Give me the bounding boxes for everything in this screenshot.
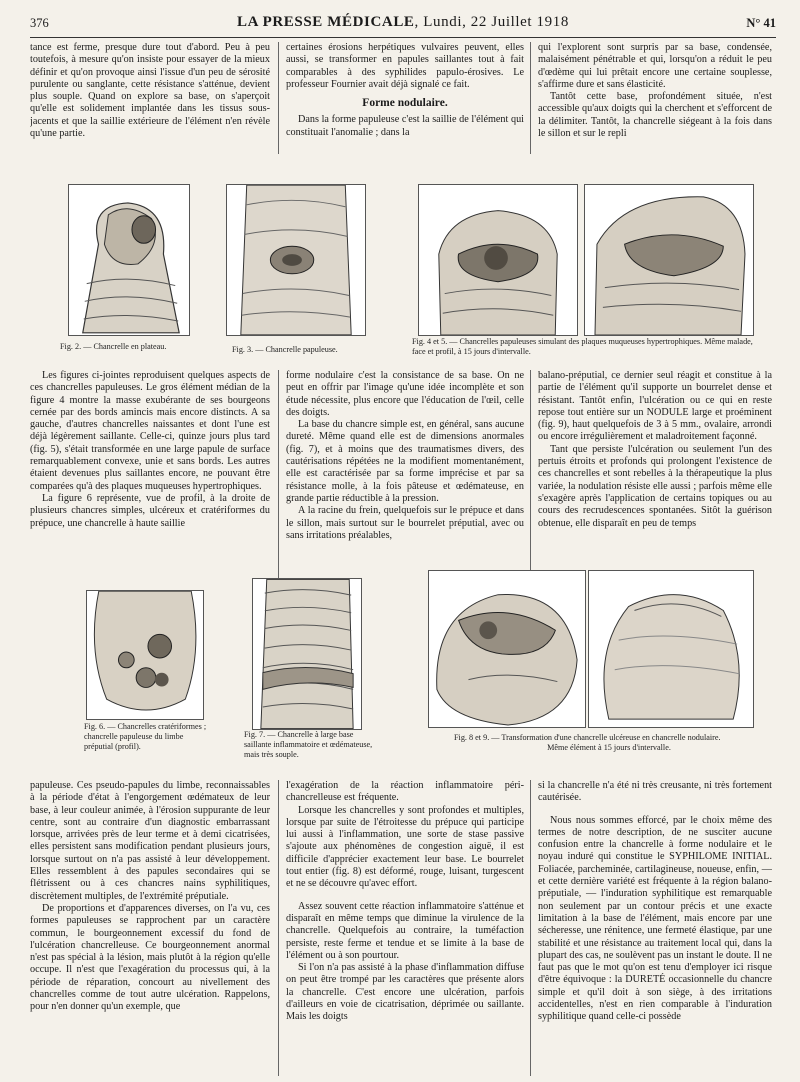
issue-date: Lundi, 22 Juillet 1918 <box>423 14 569 30</box>
column-divider <box>530 42 531 154</box>
engraving-image <box>253 579 361 729</box>
section-heading: Forme nodulaire. <box>362 97 448 110</box>
figure-2-caption: Fig. 2. — Chancrelle en plateau. <box>60 342 167 351</box>
middle-column-3 <box>538 370 772 582</box>
figure-3-caption: Fig. 3. — Chancrelle papuleuse. <box>232 345 338 354</box>
paragraph: A la racine du frein, quelquefois sur le prépuce et dans le sillon, mais surtout sur le bourrelet préputial, avec ou sans irritations préalables, <box>286 505 524 541</box>
caption-line: Même élément à 15 jours d'intervalle. <box>547 742 671 752</box>
paragraph: Tantôt cette base, profondément située, n'est accessible qu'aux doigts qui la cherchent et s'efforcent de la délimiter. Tantôt, la chancrelle siégeant à la fois dans le sillon et sur le repli <box>538 91 772 140</box>
engraving-image <box>227 185 365 335</box>
middle-column-1 <box>30 370 270 582</box>
bottom-column-2 <box>286 780 524 1076</box>
paragraph: Tant que persiste l'ulcération ou seulement l'un des pertuis étroits et profonds qui prolongent l'existence de ces chancrelles et sont rebelles à la thérapeutique la plus variée, la nodulation résiste elle aussi ; parfois même elle s'exagère après l'application de certains topiques ou au cours des recrudescences spontanées. Sitôt la guérison obtenue, elle disparaît en peu de temps <box>538 443 772 529</box>
column-divider <box>278 370 279 582</box>
engraving-image <box>419 185 577 335</box>
paragraph: Nous nous sommes efforcé, par le choix même des termes de notre description, de ne susciter aucune confusion entre la chancrelle à forme nodulaire et le noyau induré qui constitue le SYPHILOME INITIAL. Foliacée, parcheminée, cartilagineuse, noueuse, enfin, — et cette dernière variété est fréquente à la région balano-préputiale, — l'induration syphilitique est remarquable non seulement par un contour précis et une exacte limitation à la base de l'élément, mais encore par une sécheresse, une rénitence, une fermeté élastique, par une stabilité et une résistance au traitement local qui, dans la plupart des cas, ne soulèvent pas un instant le doute. Il ne faut pas que le mot qu'on est tenu d'employer ici risque d'être équivoque : la DURETÉ occasionnelle du chancre simple et qu'il doit à son siège, à des irritations accidentelles, n'est en rien comparable à l'induration syphilitique quand celle-ci possède <box>538 814 772 1023</box>
paragraph: Dans la forme papuleuse c'est la saillie de l'élément qui constituait l'anomalie ; dans la <box>286 114 524 138</box>
paragraph: certaines érosions herpétiques vulvaires peuvent, elles aussi, se transformer en papules saillantes tout à fait comparables à des syphilides papulo-érosives. Le professeur Fournier avait déjà signalé ce fait. <box>286 42 524 90</box>
paragraph: qui l'explorent sont surpris par sa base, condensée, malaisément pénétrable et qui, lorsqu'on a réduit le peu d'œdème qui lui prêtait encore une certaine souplesse, s'affirme dure et sans élasticité. <box>538 42 772 90</box>
page-number: 376 <box>30 16 49 30</box>
paragraph: forme nodulaire c'est la consistance de sa base. On ne peut en offrir par l'image qu'une idée incomplète et son étude nécessite, plus encore que l'éducation de l'œil, celle des doigts. <box>286 370 524 418</box>
engraving-image <box>589 571 753 727</box>
figure-2-illustration <box>68 184 190 336</box>
bottom-column-3 <box>538 780 772 1076</box>
figure-3-illustration <box>226 184 366 336</box>
bottom-column-1 <box>30 780 270 1076</box>
figure-4-5-caption: Fig. 4 et 5. — Chancrelles papuleuses simulant des plaques muqueuses hypertrophiques. Même malade, face et profil, à 15 jours d'intervalle. <box>412 337 753 356</box>
journal-name: LA PRESSE MÉDICALE <box>237 14 415 30</box>
figure-9-illustration <box>588 570 754 728</box>
caption-line: Fig. 8 et 9. — Transformation d'une chancrelle ulcéreuse en chancrelle nodulaire. <box>454 733 721 742</box>
column-divider <box>530 370 531 582</box>
top-column-1 <box>30 42 270 152</box>
paragraph: l'exagération de la réaction inflammatoire péri-chancrelleuse est fréquente. <box>286 780 524 804</box>
figure-5-illustration <box>584 184 754 336</box>
paragraph: La base du chancre simple est, en général, sans aucune dureté. Même quand elle est de dimensions anormales (fig. 7), et à moins que des traumatismes divers, des cautérisations répétées ne la modifient momentanément, elle est caractérisée par sa forme imprécise et par sa résistance molle, à la fois pâteuse et œdémateuse, en grande partie réductible à la pression. <box>286 419 524 504</box>
figure-8-9-caption <box>454 733 764 753</box>
page-header <box>30 14 776 36</box>
engraving-image <box>69 185 189 335</box>
engraving-image <box>585 185 753 335</box>
figure-7-caption: Fig. 7. — Chancrelle à large base saillante inflammatoire et œdémateuse, mais très souple. <box>244 730 373 759</box>
paragraph: tance est ferme, presque dure tout d'abord. Peu à peu toutefois, à mesure qu'on insiste pour essayer de la mieux définir et qu'on provoque ainsi l'issue d'un peu de sérosité purulente ou sanglante, cette résistance s'atténue, devient plus souple. Quand on explore sa base, on s'aperçoit qu'elle est solidement implantée dans les tissus sous-jacents et que la saillie extérieure de l'élément n'en révèle qu'une partie. <box>30 42 270 140</box>
column-divider <box>530 780 531 1076</box>
paragraph: si la chancrelle n'a été ni très creusante, ni très fortement cautérisée. <box>538 780 772 804</box>
issue-number: N° 41 <box>746 16 776 30</box>
paragraph: Les figures ci-jointes reproduisent quelques aspects de ces chancrelles papuleuses. Le gros élément médian de la figure 4 montre la masse exubérante de ses bourgeons cernée par des bords amincis mais encore distincts. A sa gauche, d'autres chancrelles naissantes et dont l'une est déjà légèrement saillante. Celle-ci, quinze jours plus tard (fig. 5), s'était transformée en une large papule de surface remarquablement convexe, unie et sans bords. Les autres étaient devenues plus saillantes encore, ne pouvant être comparées qu'à des plaques muqueuses hypertrophiques. <box>30 370 270 492</box>
journal-title: LA PRESSE MÉDICALE, Lundi, 22 Juillet 1918 <box>237 14 569 30</box>
paragraph: De proportions et d'apparences diverses, on l'a vu, ces formes papuleuses se rapprochent par un caractère commun, le bourgeonnement excessif du fond de l'ulcération chancrelleuse. Ce bourgeonnement anormal n'est pas spécial à la lésion, mais plutôt à la région qu'elle occupe. Il n'est que l'exagération du processus qui, à la période de réparation, concourt au nivellement des chancrelles comme de tout autre ulcération. Rappelons, pour n'en donner qu'un exemple, que <box>30 902 270 1013</box>
paragraph: Lorsque les chancrelles y sont profondes et multiples, lorsque par suite de l'étroitesse du prépuce qui participe lui aussi à l'inflammation, une sorte de stase passive s'ajoute aux phénomènes de congestion aiguë, il est difficile d'apprécier exactement leur base. Le bourrelet tout entier (fig. 8) est déformé, rouge, luisant, turgescent et ne se découvre qu'avec effort. <box>286 804 524 890</box>
top-column-3 <box>538 42 772 162</box>
paragraph: papuleuse. Ces pseudo-papules du limbe, reconnaissables à la période d'état à l'engorgement œdémateux de leur base, à leur couleur animée, à l'érosion suppurante de leur centre, sont au contraire d'un diagnostic embarrassant lorsque, arrivées près de leur terme et à demi cicatrisées, elles persistent sans modification pendant plusieurs jours, lorsque surtout on n'a pas assisté à leur développement. Elles ressemblent à des papules secondaires qui se flétrissent ou à ces chancres nains syphilitiques, discrètement multiples, de l'extrémité préputiale. <box>30 780 270 902</box>
paragraph: Si l'on n'a pas assisté à la phase d'inflammation diffuse on peut être trompé par les caractères que présente alors la chancrelle. C'est encore une ulcération, parfois d'ailleurs en voie de cicatrisation, déprimée ou saillante. Mais les doigts <box>286 962 524 1023</box>
figure-4-illustration <box>418 184 578 336</box>
paragraph: Assez souvent cette réaction inflammatoire s'atténue et disparaît en même temps que diminue la virulence de la chancrelle. Quelquefois au contraire, la tuméfaction persiste, reste ferme et tendue et se limite à la base de l'élément ou à son pourtour. <box>286 900 524 961</box>
column-divider <box>278 42 279 154</box>
paragraph: balano-préputial, ce dernier seul réagit et constitue à la partie de l'élément qu'il supporte un bourrelet dense et résistant. Tantôt enfin, l'ulcération ou ce qui en reste repose tout entière sur un NODULE large et proéminent (fig. 9), haut quelquefois de 3 à 5 mm., ovalaire, arrondi ou encore irrégulièrement et maladroitement façonné. <box>538 370 772 443</box>
paragraph: La figure 6 représente, vue de profil, à la droite de plusieurs chancres simples, ulcéreux et cratériformes du prépuce, une chancrelle à haute saillie <box>30 492 270 529</box>
figure-6-illustration <box>86 590 204 720</box>
column-divider <box>278 780 279 1076</box>
engraving-image <box>87 591 203 719</box>
figure-8-illustration <box>428 570 586 728</box>
middle-column-2 <box>286 370 524 582</box>
engraving-image <box>429 571 585 727</box>
top-column-2 <box>286 42 524 162</box>
figure-7-illustration <box>252 578 362 730</box>
figure-6-caption: Fig. 6. — Chancrelles cratériformes ; chancrelle papuleuse du limbe préputial (profil). <box>84 722 207 751</box>
header-rule <box>30 37 776 38</box>
